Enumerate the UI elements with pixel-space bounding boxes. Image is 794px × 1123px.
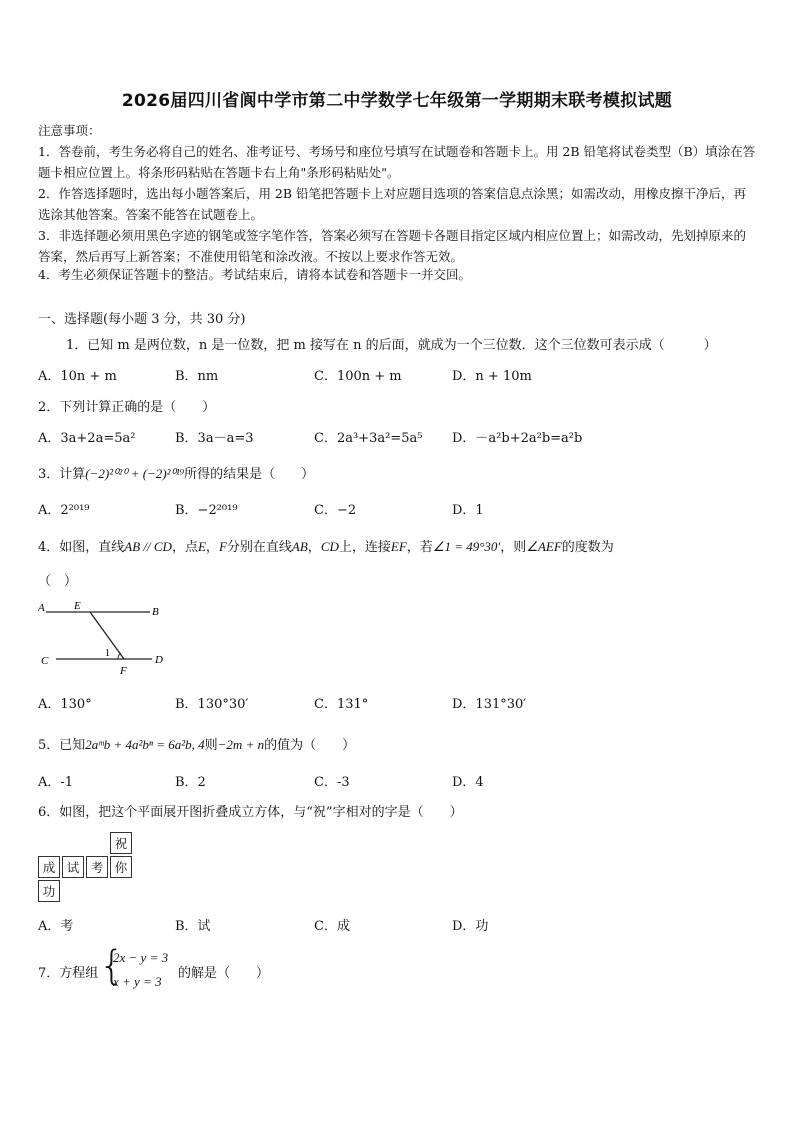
question-1-stem: 1．已知 m 是两位数，n 是一位数，把 m 接写在 n 的后面，就成为一个三位数．这个三位数可表示成（ ）: [66, 338, 717, 353]
q2-option-a: A．3a+2a=5a²: [38, 431, 136, 446]
q4-math: ∠1 = 49°30′: [432, 539, 501, 554]
q4-math: E: [197, 539, 206, 554]
net-cell-kao: 考: [86, 856, 108, 878]
q5-option-d: D．4: [452, 775, 484, 790]
q4-text: 上，连接: [338, 540, 391, 555]
q3-option-b: B．−2²⁰¹⁹: [175, 503, 238, 518]
page-title: 2026届四川省阆中学市第二中学数学七年级第一学期期末联考模拟试题: [121, 91, 673, 111]
q7-equation-2: x + y = 3: [113, 974, 162, 989]
notes-heading: 注意事项：: [38, 123, 101, 138]
question-3-stem: [38, 463, 314, 482]
note-item-4: 4．考生必须保证答题卡的整洁。考试结束后，请将本试卷和答题卡一并交回。: [38, 267, 471, 282]
label-e: E: [74, 600, 81, 612]
q4-text: ，若: [406, 540, 433, 555]
q3-option-d: D．1: [452, 503, 484, 518]
q4-math: F: [218, 539, 227, 554]
note-item-2: 2．作答选择题时，选出每小题答案后，用 2B 铅笔把答题卡上对应题目选项的答案信息点涂黑；如需改动，用橡皮擦干净后，再选涂其他答案。答案不能答在试题卷上。: [38, 186, 747, 222]
net-cell-cheng: 成: [38, 856, 60, 878]
q4-math: AB: [291, 539, 308, 554]
q6-option-d: D．功: [452, 919, 489, 934]
q5-text: 5．已知: [38, 738, 86, 753]
q2-option-c: C．2a³+3a²=5a⁵: [314, 431, 423, 446]
label-c: C: [41, 655, 49, 667]
q2-option-b: B．3a－a=3: [175, 431, 254, 446]
q4-math: AB // CD: [124, 539, 172, 554]
question-6-stem: 6．如图，把这个平面展开图折叠成立方体，与“祝”字相对的字是（ ）: [38, 805, 463, 820]
system-brace: {: [99, 943, 125, 989]
question-2-stem: 2．下列计算正确的是（ ）: [38, 400, 216, 415]
q6-option-b: B．试: [175, 919, 211, 934]
q3-stem-pre: 3．计算: [38, 467, 86, 482]
question-4-stem: [38, 536, 614, 555]
note-item-3: 3．非选择题必须用黑色字迹的钢笔或签字笔作答，答案必须写在答题卡各题目指定区域内相应位置上；如需改动，先划掉原来的答案，然后再写上新答案；不准使用铅笔和涂改液。不按以上要求作答无效。: [38, 228, 746, 264]
q7-stem-post: 的解是（ ）: [178, 966, 270, 981]
parallel-lines-figure: [38, 598, 178, 680]
section-heading: 一、选择题(每小题 3 分，共 30 分): [38, 312, 246, 327]
note-item-1: 1．答卷前，考生务必将自己的姓名、准考证号、考场号和座位号填写在试题卷和答题卡上。用 2B 铅笔将试卷类型（B）填涂在答题卡相应位置上。将条形码粘贴在答题卡右上角"条形码粘贴处"。: [38, 144, 756, 180]
q4-answer-paren: （ ）: [38, 574, 78, 589]
q4-text: ，: [205, 540, 219, 555]
net-cell-gong: 功: [38, 880, 60, 902]
q4-math: ∠AEF: [526, 539, 562, 554]
net-cell-ni: 你: [110, 856, 132, 878]
q5-expression-2: −2m + n: [217, 737, 265, 752]
q4-text: 分别在直线: [226, 540, 292, 555]
q4-option-a: A．130°: [38, 697, 92, 712]
q5-option-c: C．-3: [314, 775, 350, 790]
q1-option-c: C．100n + m: [314, 369, 402, 384]
q4-math: EF: [390, 539, 407, 554]
q4-option-c: C．131°: [314, 697, 369, 712]
label-b: B: [152, 606, 159, 618]
q4-math: CD: [320, 539, 339, 554]
q5-text: 的值为（ ）: [264, 738, 356, 753]
q1-option-d: D．n + 10m: [452, 369, 532, 384]
question-5-stem: [38, 734, 355, 753]
q5-text: 则: [204, 738, 218, 753]
q7-stem-pre: 7．方程组: [38, 966, 99, 981]
q1-option-a: A．10n + m: [38, 369, 117, 384]
label-angle-1: 1: [105, 648, 110, 659]
label-a: A: [38, 602, 45, 614]
q4-text: 4．如图，直线: [38, 540, 125, 555]
q2-option-d: D．－a²b+2a²b=a²b: [452, 431, 583, 446]
net-cell-shi: 试: [62, 856, 84, 878]
q3-option-a: A．2²⁰¹⁹: [38, 503, 90, 518]
angle-1-arc: [118, 653, 121, 659]
net-cell-zhu: 祝: [110, 832, 132, 854]
q7-equation-1: 2x − y = 3: [113, 950, 169, 965]
q5-option-a: A．-1: [38, 775, 74, 790]
q4-option-b: B．130°30′: [175, 697, 249, 712]
q3-expression: (−2)²⁰²⁰ + (−2)²⁰¹⁹: [85, 466, 185, 481]
cube-net-figure: [38, 832, 138, 904]
q4-text: 的度数为: [561, 540, 614, 555]
q4-text: ，则: [500, 540, 527, 555]
label-f: F: [120, 665, 127, 677]
q5-expression: 2aᵐb + 4a²bⁿ = 6a²b, 4: [85, 737, 205, 752]
q6-option-c: C．成: [314, 919, 350, 934]
label-d: D: [155, 654, 163, 666]
q3-stem-post: 所得的结果是（ ）: [184, 467, 315, 482]
q4-text: ，点: [171, 540, 198, 555]
q6-option-a: A．考: [38, 919, 74, 934]
q4-option-d: D．131°30′: [452, 697, 527, 712]
q3-option-c: C．−2: [314, 503, 357, 518]
q4-text: ，: [307, 540, 321, 555]
q5-option-b: B．2: [175, 775, 206, 790]
q1-option-b: B．nm: [175, 369, 219, 384]
